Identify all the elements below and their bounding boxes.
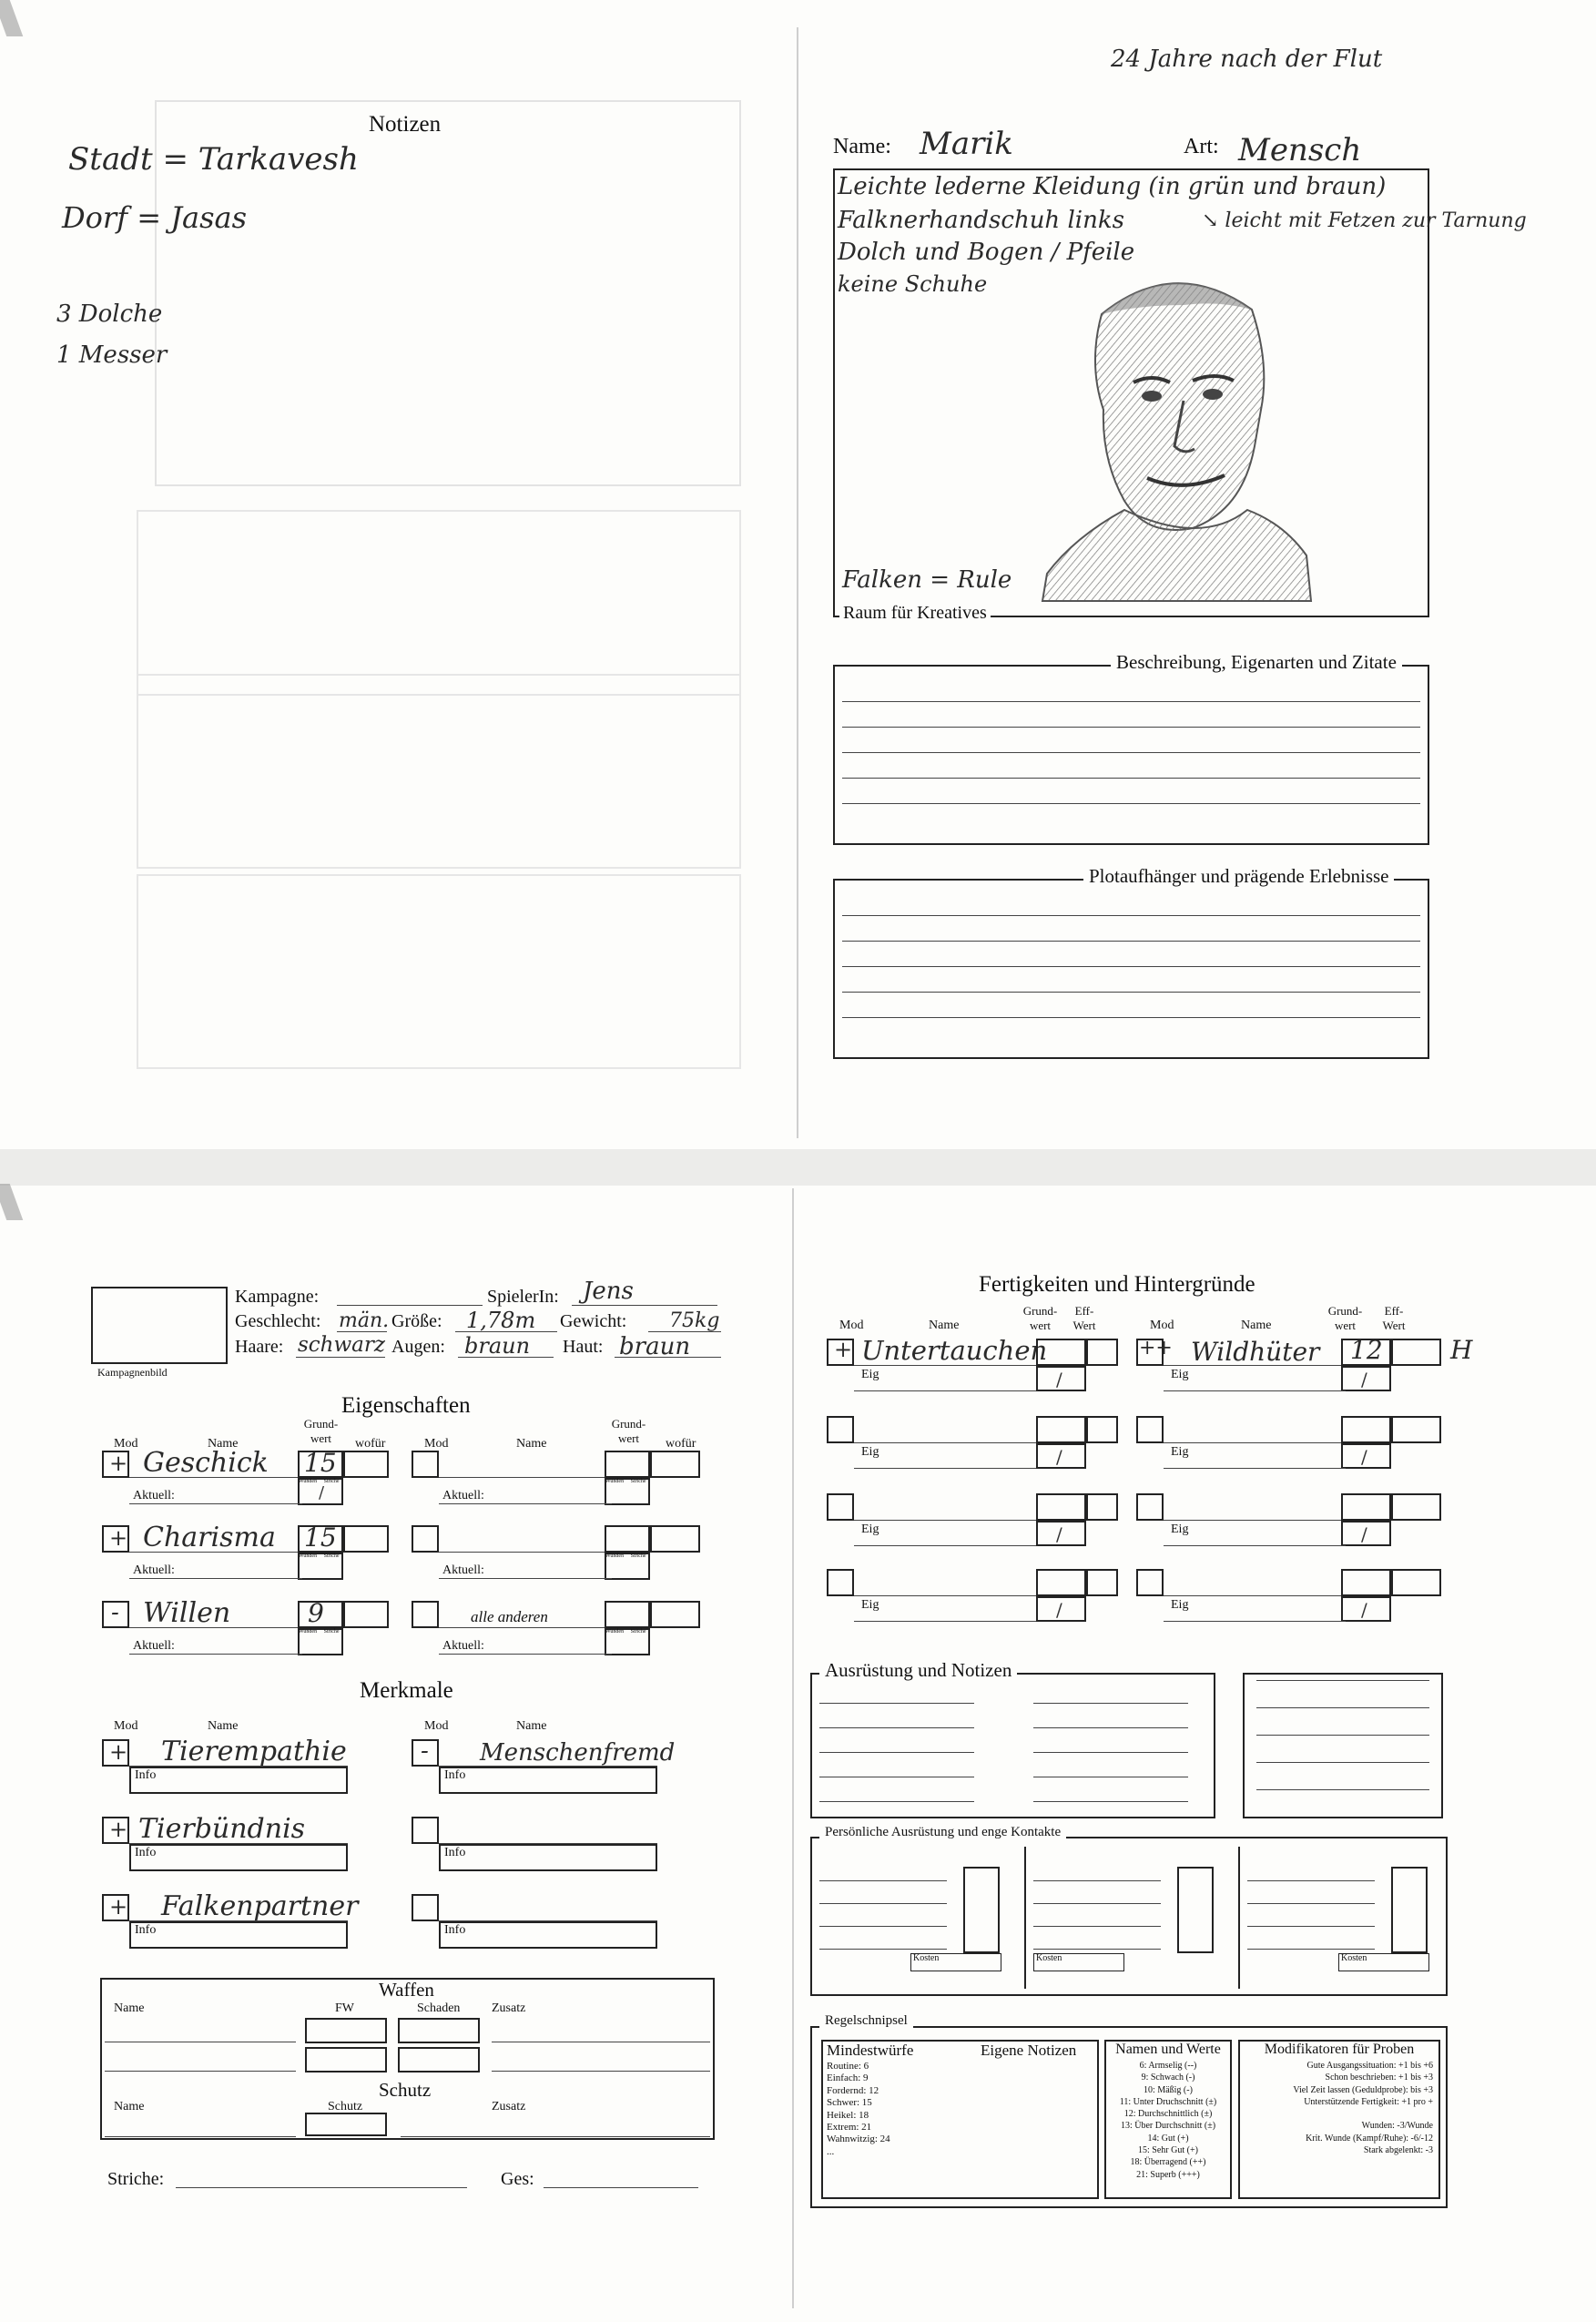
striche-label: Striche [323, 1629, 340, 1635]
skill-col-grund-left: Grund-wert [1022, 1304, 1058, 1332]
skill-row[interactable]: / Eig [827, 1416, 1118, 1480]
skill-row[interactable]: / Eig [1136, 1569, 1446, 1633]
kampagne-label: Kampagne: [235, 1287, 320, 1307]
skill-row[interactable]: + Untertauchen / Eig [827, 1339, 1118, 1402]
modifikator-item: Wunden: -3/Wunde [1361, 2121, 1433, 2132]
merkmal-mod: + [109, 1894, 128, 1920]
eigenschaft-name: Geschick [143, 1447, 269, 1479]
eigenschaft-name: alle anderen [471, 1608, 548, 1625]
namen-item: 9: Schwach (-) [1141, 2072, 1195, 2083]
aktuell-label: Aktuell: [442, 1489, 484, 1502]
skill-mod: ++ [1139, 1337, 1173, 1360]
haare-value: schwarz [298, 1333, 386, 1357]
haut-label: Haut: [563, 1337, 604, 1357]
notes-page [36, 27, 783, 1138]
skill-col-mod-left: Mod [839, 1319, 864, 1332]
eig-col-grund-right: Grund-wert [611, 1417, 646, 1445]
notes-entry-knife: 1 Messer [56, 341, 168, 369]
eigenschaft-row[interactable] [412, 1525, 712, 1598]
spieler-field[interactable] [572, 1305, 717, 1306]
merkmal-row[interactable] [412, 1737, 676, 1803]
eig-label: Eig [1171, 1598, 1189, 1612]
info-label: Info [135, 1768, 157, 1782]
beschreibung-box[interactable] [833, 665, 1429, 845]
haare-label: Haare: [235, 1337, 284, 1357]
merkmal-mod: - [421, 1737, 429, 1765]
skill-name: Untertauchen [861, 1335, 1048, 1366]
skill-row[interactable]: ++ Wildhüter 12 H / Eig [1136, 1339, 1446, 1402]
skills-title: Fertigkeiten und Hintergründe [979, 1272, 1255, 1297]
wunden-label: Wunden [605, 1479, 625, 1484]
modifikator-item: Stark abgelenkt: -3 [1363, 2145, 1433, 2156]
merkmal-row[interactable] [102, 1890, 359, 1958]
eig-label: Eig [1171, 1368, 1189, 1381]
ges-label: Ges: [501, 2169, 534, 2189]
kontakt-card[interactable] [1247, 1853, 1443, 1990]
modifikator-item: Gute Ausgangssituation: +1 bis +6 [1306, 2061, 1433, 2071]
schutz-col-zusatz: Zusatz [492, 2100, 526, 2113]
eigenschaft-wert: 15 [304, 1523, 337, 1553]
merkmal-row[interactable] [412, 1817, 666, 1880]
merkmal-row[interactable] [102, 1813, 357, 1880]
skill-col-grund-right: Grund-wert [1327, 1304, 1363, 1332]
waffe-row[interactable] [105, 2014, 715, 2078]
skill-row[interactable]: / Eig [1136, 1416, 1446, 1480]
skill-note: H [1450, 1335, 1473, 1365]
schutz-row-2[interactable] [105, 2117, 715, 2143]
ges-field[interactable] [544, 2187, 698, 2188]
eig-label: Eig [1171, 1445, 1189, 1459]
namen-item: 15: Sehr Gut (+) [1138, 2145, 1198, 2156]
namen-item: 12: Durchschnittlich (±) [1123, 2109, 1213, 2120]
modifikator-item: Unterstützende Fertigkeit: +1 pro + [1304, 2096, 1433, 2107]
eigenschaft-row[interactable] [102, 1522, 402, 1598]
wunden-label: Wunden [605, 1553, 625, 1559]
eigenschaft-wert: 15 [304, 1448, 337, 1478]
info-label: Info [444, 1768, 466, 1782]
kontakte-title: Persönliche Ausrüstung und enge Kontakte [819, 1825, 1066, 1840]
desc-line-2: Falknerhandschuh links [838, 207, 1124, 234]
kosten-label: Kosten [1036, 1953, 1062, 1963]
eig-label: Eig [861, 1598, 879, 1612]
eigenschaft-row[interactable] [412, 1451, 712, 1523]
merkmal-name: Menschenfremd [480, 1739, 676, 1767]
falcon-note: Falken = Rule [842, 566, 1012, 594]
skill-col-eff-left: Eff-Wert [1072, 1304, 1096, 1332]
striche-label: Striche [630, 1553, 646, 1559]
mindest-title: Mindestwürfe [827, 2042, 914, 2059]
desc-line-4: keine Schuhe [838, 271, 988, 297]
mindest-item: Routine: 6 [827, 2061, 869, 2072]
eig-col-grund-left: Grund-wert [303, 1417, 339, 1445]
plot-box[interactable] [833, 879, 1429, 1059]
merk-col-name-right: Name [516, 1719, 547, 1733]
eig-col-wofuer-right: wofür [666, 1437, 696, 1451]
striche-label: Striche [630, 1479, 646, 1484]
schutz-title: Schutz [379, 2079, 432, 2101]
waffen-col-schaden: Schaden [417, 2001, 461, 2015]
merkmale-title: Merkmale [360, 1678, 453, 1703]
mindest-item: Einfach: 9 [827, 2072, 869, 2084]
art-value: Mensch [1238, 132, 1362, 168]
mindest-item: Heikel: 18 [827, 2109, 869, 2121]
wunden-label: Wunden [299, 1629, 318, 1635]
schutz-col-schutz: Schutz [328, 2100, 363, 2113]
eig-label: Eig [861, 1523, 879, 1536]
groesse-label: Größe: [391, 1311, 442, 1331]
gewicht-label: Gewicht: [560, 1311, 627, 1331]
spieler-label: SpielerIn: [487, 1287, 559, 1307]
striche-label: Striche [630, 1629, 646, 1635]
namen-item: 13: Über Durchschnitt (±) [1120, 2121, 1216, 2132]
striche-total-label: Striche: [107, 2169, 165, 2189]
skill-row[interactable]: / Eig [827, 1493, 1118, 1557]
kosten-label: Kosten [913, 1953, 940, 1963]
portrait-sketch [1038, 264, 1311, 601]
info-label: Info [444, 1923, 466, 1937]
eig-col-name-left: Name [208, 1437, 239, 1451]
mindest-item: ... [827, 2145, 835, 2157]
mindest-item: Schwer: 15 [827, 2097, 872, 2109]
merk-col-name-left: Name [208, 1719, 239, 1733]
skills-page [801, 1184, 1584, 2313]
geschlecht-value: män. [339, 1309, 390, 1332]
mindest-item: Fordernd: 12 [827, 2084, 879, 2096]
striche-label: Striche [323, 1479, 340, 1484]
mindest-item: Wahnwitzig: 24 [827, 2134, 890, 2145]
portrait-page [801, 27, 1584, 1138]
modifikator-item: Krit. Wunde (Kampf/Ruhe): -6/-12 [1306, 2133, 1433, 2144]
gewicht-value: 75kg [669, 1309, 720, 1332]
campaign-image-label: Kampagnenbild [97, 1366, 168, 1379]
name-value: Marik [920, 126, 1013, 162]
waffen-col-name: Name [114, 2001, 145, 2015]
info-label: Info [444, 1846, 466, 1859]
skill-col-mod-right: Mod [1150, 1319, 1174, 1332]
desc-side-note: ↘ leicht mit Fetzen zur Tarnung [1202, 209, 1527, 232]
mindest-item: Extrem: 21 [827, 2122, 872, 2134]
merk-col-mod-left: Mod [114, 1719, 138, 1733]
notes-entry-daggers: 3 Dolche [56, 300, 163, 328]
merk-col-mod-right: Mod [424, 1719, 449, 1733]
header-note: 24 Jahre nach der Flut [1111, 46, 1383, 73]
name-label: Name: [833, 135, 891, 158]
augen-label: Augen: [391, 1337, 445, 1357]
spieler-value: Jens [583, 1278, 634, 1305]
striche-label: Striche [323, 1553, 340, 1559]
skill-mod: + [834, 1337, 853, 1362]
eigenschaft-wert: 9 [308, 1598, 324, 1628]
namen-title: Namen und Werte [1115, 2042, 1221, 2057]
art-label: Art: [1184, 135, 1219, 158]
notes-entry-village: Dorf = Jasas [62, 200, 248, 235]
ausruestung-title: Ausrüstung und Notizen [819, 1659, 1017, 1682]
kampagne-field[interactable] [337, 1305, 483, 1306]
aktuell-label: Aktuell: [133, 1639, 175, 1653]
eigenschaft-mod: + [109, 1525, 128, 1551]
eig-col-mod-left: Mod [114, 1437, 138, 1451]
aktuell-label: Aktuell: [442, 1639, 484, 1653]
regel-title: Regelschnipsel [819, 2013, 913, 2029]
waffen-col-zusatz: Zusatz [492, 2001, 526, 2015]
namen-item: 18: Überragend (++) [1130, 2157, 1206, 2168]
character-page [0, 1184, 792, 2313]
modifikator-item: Schon beschrieben: +1 bis +3 [1325, 2072, 1433, 2083]
info-label: Info [135, 1846, 157, 1859]
merkmal-row[interactable] [102, 1736, 357, 1803]
groesse-value: 1,78m [466, 1308, 536, 1333]
desc-line-1: Leichte lederne Kleidung (in grün und braun) [838, 173, 1387, 200]
ausruestung-box[interactable] [810, 1673, 1215, 1818]
eigenschaft-name: Willen [143, 1597, 231, 1629]
merkmal-name: Tierbündnis [138, 1813, 306, 1845]
wunden-label: Wunden [299, 1553, 318, 1559]
haut-value: braun [619, 1333, 691, 1360]
eigenschaft-row[interactable] [102, 1597, 402, 1674]
merkmal-mod: + [109, 1817, 128, 1842]
waffen-title: Waffen [379, 1979, 434, 2001]
namen-item: 11: Unter Druchschnitt (±) [1119, 2096, 1217, 2107]
merkmal-name: Falkenpartner [161, 1890, 359, 1922]
campaign-image-box[interactable] [91, 1287, 228, 1364]
schutz-col-name: Name [114, 2100, 145, 2113]
merkmal-name: Tierempathie [161, 1736, 347, 1767]
aktuell-label: Aktuell: [442, 1563, 484, 1577]
info-label: Info [135, 1923, 157, 1937]
namen-item: 14: Gut (+) [1147, 2133, 1189, 2144]
eigenschaften-title: Eigenschaften [341, 1393, 471, 1418]
skill-row[interactable]: / Eig [1136, 1493, 1446, 1557]
namen-item: 10: Mäßig (-) [1144, 2084, 1193, 2095]
skill-col-name-right: Name [1241, 1319, 1272, 1332]
eig-col-mod-right: Mod [424, 1437, 449, 1451]
eigene-notizen-title: Eigene Notizen [981, 2042, 1077, 2059]
eigenschaft-mod: + [109, 1451, 128, 1476]
skill-col-name-left: Name [929, 1319, 960, 1332]
modifikator-item: Viel Zeit lassen (Geduldprobe): bis +3 [1293, 2084, 1433, 2095]
kontakt-card[interactable] [1033, 1853, 1234, 1990]
modifikatoren-title: Modifikatoren für Proben [1264, 2042, 1415, 2057]
aktuell-label: Aktuell: [133, 1489, 175, 1502]
notes-title: Notizen [369, 112, 442, 137]
desc-line-3: Dolch und Bogen / Pfeile [838, 239, 1135, 266]
kontakt-card[interactable] [819, 1853, 1020, 1990]
merkmal-row[interactable] [412, 1894, 666, 1958]
eigenschaft-mod: - [111, 1599, 119, 1626]
creative-label: Raum für Kreatives [839, 603, 991, 624]
geschlecht-label: Geschlecht: [235, 1311, 321, 1331]
waffen-col-fw: FW [335, 2001, 354, 2015]
eig-label: Eig [1171, 1523, 1189, 1536]
eigenschaft-row[interactable]: + Geschick 15 Wunden Striche / Aktuell: [102, 1451, 402, 1523]
namen-item: 21: Superb (+++) [1136, 2169, 1200, 2180]
skill-col-eff-right: Eff-Wert [1382, 1304, 1406, 1332]
eig-col-name-right: Name [516, 1437, 547, 1451]
modifikator-item [1242, 2108, 1433, 2120]
aktuell-label: Aktuell: [133, 1563, 175, 1577]
wunden-label: Wunden [299, 1479, 318, 1484]
beschreibung-title: Beschreibung, Eigenarten und Zitate [1111, 651, 1402, 674]
eig-col-wofuer-left: wofür [355, 1437, 386, 1451]
notes-entry-city: Stadt = Tarkavesh [68, 141, 359, 178]
skill-grund: 12 [1350, 1335, 1383, 1365]
wunden-label: Wunden [605, 1629, 625, 1635]
eig-label: Eig [861, 1445, 879, 1459]
merkmal-mod: + [109, 1739, 128, 1765]
striche-total-field[interactable] [176, 2187, 467, 2188]
skill-row[interactable]: / Eig [827, 1569, 1118, 1633]
plot-title: Plotaufhänger und prägende Erlebnisse [1083, 865, 1394, 888]
skill-name: Wildhüter [1191, 1337, 1320, 1367]
eigenschaft-row[interactable] [412, 1601, 712, 1674]
eig-label: Eig [861, 1368, 879, 1381]
augen-value: braun [464, 1333, 531, 1359]
eigenschaft-name: Charisma [143, 1522, 276, 1553]
namen-item: 6: Armselig (--) [1139, 2061, 1197, 2071]
notizen-box-right[interactable] [1243, 1673, 1443, 1818]
kosten-label: Kosten [1341, 1953, 1367, 1963]
